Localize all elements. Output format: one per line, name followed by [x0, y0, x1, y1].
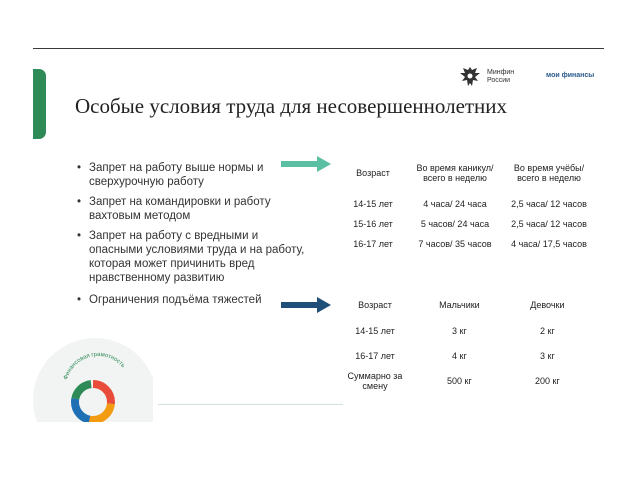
minfin-logo-line2: России — [487, 77, 511, 84]
weight-limits-table — [338, 292, 588, 393]
financial-literacy-logo-icon — [33, 328, 153, 422]
table-row — [338, 318, 588, 343]
table-cell: 14-15 лет — [355, 325, 395, 336]
table-header-cell: Девочки — [530, 300, 565, 310]
bullet-item: • Запрет на командировки и работу вахтовым методом — [75, 195, 315, 223]
table-cell: 4 часа/ 24 часа — [423, 199, 487, 209]
table-cell: 2,5 часа/ 12 часов — [511, 199, 587, 209]
table-row — [338, 343, 588, 368]
table-cell: 7 часов/ 35 часов — [418, 239, 492, 249]
table-cell: Суммарно за смену — [347, 370, 403, 391]
table-cell: 15-16 лет — [353, 219, 393, 229]
eagle-emblem-icon — [457, 64, 483, 90]
slide — [33, 60, 604, 422]
bullet-item: • Запрет на работу с вредными и опасными условиями труда и на работу, которая может причинить вред нравственному развитию — [75, 229, 315, 285]
minfin-logo-line1: Минфин — [487, 69, 515, 76]
table-header-cell: Мальчики — [439, 300, 480, 310]
table-header-cell: Во время учёбы/ всего в неделю — [513, 163, 585, 183]
slide-title: Особые условия труда для несовершеннолетних — [75, 94, 508, 118]
bullet-list — [75, 161, 315, 313]
green-accent-tab — [33, 69, 46, 139]
table-row — [338, 368, 588, 393]
bottom-divider — [158, 404, 343, 405]
table-row — [338, 194, 596, 214]
table-cell: 16-17 лет — [355, 350, 395, 361]
table-cell: 3 кг — [540, 350, 555, 361]
table-row — [338, 214, 596, 234]
table-row — [338, 234, 596, 254]
table-cell: 3 кг — [452, 325, 467, 336]
table-cell: 5 часов/ 24 часа — [420, 219, 490, 229]
minfin-logo — [457, 64, 514, 90]
working-hours-table — [338, 152, 596, 254]
table-cell: 4 кг — [452, 350, 467, 361]
table-header-cell: Возраст — [356, 168, 390, 178]
table-cell: 200 кг — [535, 375, 560, 386]
top-divider — [33, 48, 604, 49]
table-cell: 2 кг — [540, 325, 555, 336]
moi-finansy-logo: мои финансы — [546, 72, 595, 79]
table-header-row — [338, 292, 588, 318]
navy-arrow-icon — [281, 297, 331, 313]
table-cell: 4 часа/ 17,5 часов — [511, 239, 587, 249]
table-cell: 500 кг — [447, 375, 472, 386]
table-header-cell: Возраст — [358, 300, 392, 310]
table-cell: 14-15 лет — [353, 199, 393, 209]
table-header-row — [338, 152, 596, 194]
table-cell: 16-17 лет — [353, 239, 393, 249]
bullet-item: • Ограничения подъёма тяжестей — [75, 293, 315, 307]
table-cell: 2,5 часа/ 12 часов — [511, 219, 587, 229]
table-header-cell: Во время каникул/ всего в неделю — [416, 163, 494, 183]
teal-arrow-icon — [281, 156, 331, 172]
bullet-item: • Запрет на работу выше нормы и сверхурочную работу — [75, 161, 315, 189]
logo-arc-text: Финансовая грамотность — [63, 351, 126, 381]
